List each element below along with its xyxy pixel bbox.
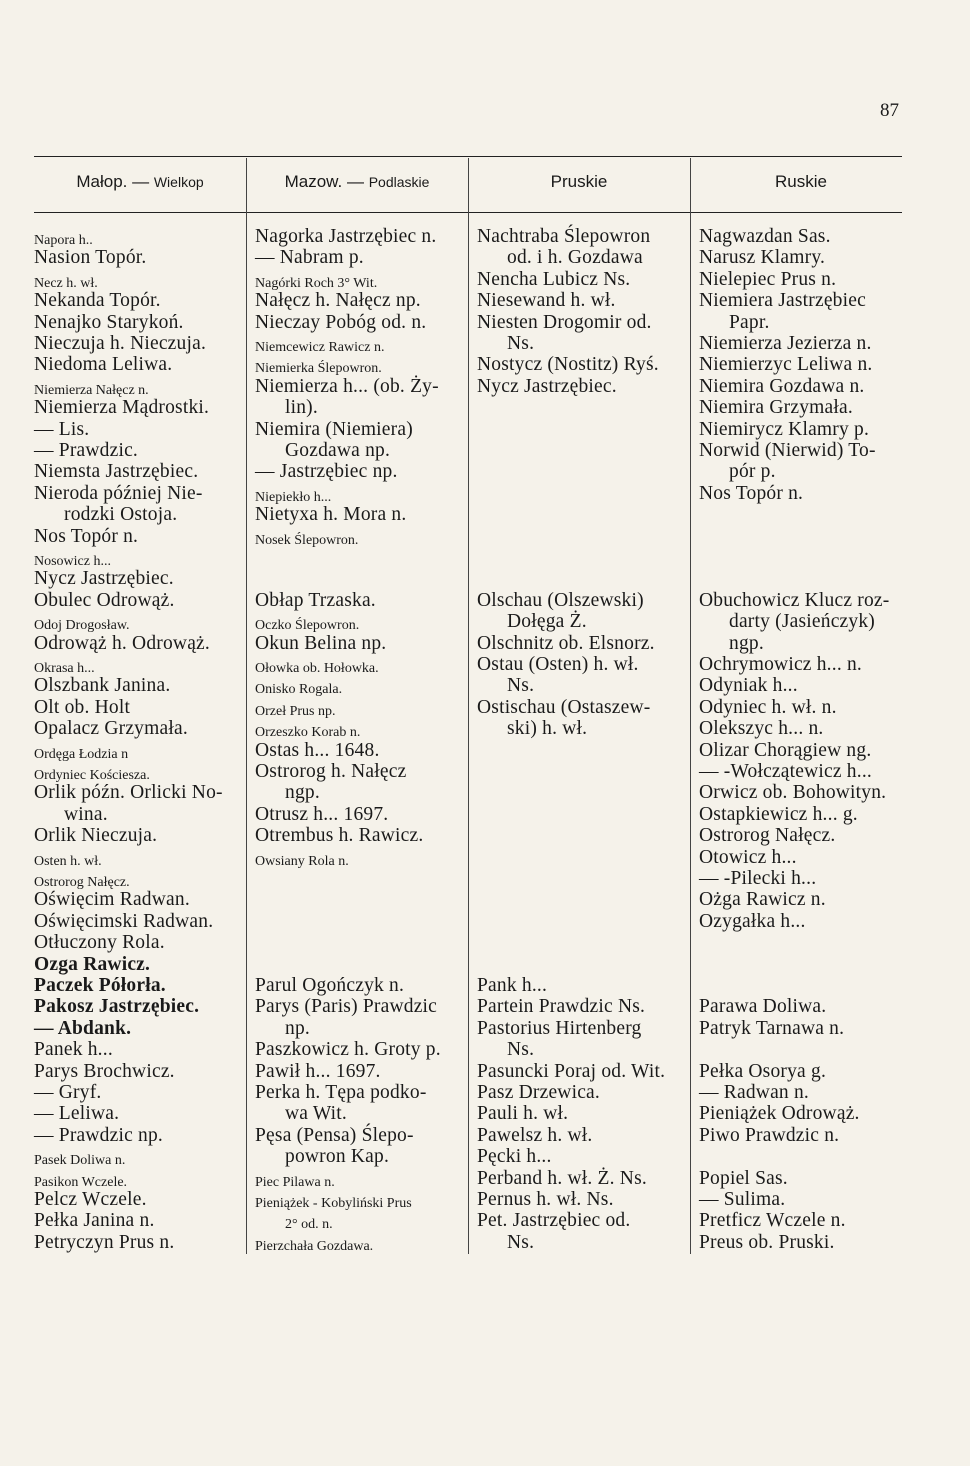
column-ruskie (699, 226, 911, 1266)
column-pruskie (477, 226, 689, 1266)
register-entry: Osten h. wł. (34, 853, 102, 869)
register-entry: — Leliwa. (34, 1103, 120, 1125)
register-entry: Pretficz Wczele n. (699, 1210, 846, 1232)
register-entry: Niemierza h... (ob. Ży- (255, 375, 439, 397)
register-entry: wina. (64, 803, 108, 825)
register-entry: Olschau (Olszewski) (477, 589, 644, 611)
register-entry: Otłuczony Rola. (34, 932, 165, 954)
register-entry: Pastorius Hirtenberg (477, 1017, 642, 1039)
register-entry: Pasz Drzewica. (477, 1082, 600, 1103)
register-entry: Pawił h... 1697. (255, 1060, 381, 1082)
register-entry: Oczko Ślepowron. (255, 618, 360, 634)
register-entry: — -Wołczątewicz h... (699, 761, 872, 782)
register-entry: Olizar Chorągiew ng. (699, 739, 872, 761)
register-entry: Nycz Jastrzębiec. (477, 375, 617, 397)
column-header-mazow-podlaskie (246, 172, 468, 200)
register-entry: Nekanda Topór. (34, 290, 161, 312)
register-entry: ski) h. wł. (507, 718, 588, 740)
register-entry: Nieroda później Nie- (34, 482, 203, 504)
register-entry: Nenajko Starykoń. (34, 311, 184, 333)
register-entry: Nos Topór n. (699, 482, 804, 504)
register-entry: Niemierzyc Leliwa n. (699, 354, 873, 376)
register-entry: — Prawdzic. (34, 440, 139, 461)
register-entry: Pieniążek Odrowąż. (699, 1103, 860, 1125)
register-entry: Niemiera Jastrzębiec (699, 290, 866, 312)
register-entry: Niedoma Leliwa. (34, 354, 173, 376)
register-entry: Ostas h... 1648. (255, 739, 380, 761)
register-entry: — Abdank. (34, 1017, 132, 1039)
register-entry: Petryczyn Prus n. (34, 1231, 175, 1253)
register-entry: Nycz Jastrzębiec. (34, 568, 174, 590)
register-entry: Odyniec h. wł. n. (699, 696, 837, 718)
register-entry: Narusz Klamry. (699, 247, 826, 269)
column-header-malop-wielkop (34, 172, 246, 200)
header-podlaskie: Podlaskie (368, 174, 430, 190)
column-malop-wielkop (34, 226, 244, 1266)
register-entry: Ns. (507, 675, 535, 697)
register-entry: Obłap Trzaska. (255, 589, 376, 611)
register-entry: Gozdawa np. (285, 440, 391, 461)
header-dash: — (132, 172, 150, 191)
register-entry: Nieczay Pobóg od. n. (255, 311, 427, 333)
register-entry: Parys (Paris) Prawdzic (255, 996, 438, 1018)
register-entry: Niemierza Jezierza n. (699, 333, 872, 354)
register-entry: Pierzchała Gozdawa. (255, 1238, 374, 1254)
register-entry: Otrembus h. Rawicz. (255, 825, 424, 847)
register-entry: Pawelsz h. wł. (477, 1124, 593, 1146)
register-entry: Partein Prawdzic Ns. (477, 996, 646, 1018)
header-top-rule (34, 156, 902, 157)
register-entry: Perka h. Tępa podko- (255, 1082, 427, 1103)
register-entry: Ns. (507, 333, 535, 354)
register-entry: Ozga Rawicz. (34, 953, 151, 975)
register-entry: Parawa Doliwa. (699, 996, 827, 1018)
register-entry: Panek h... (34, 1039, 113, 1061)
register-entry: Pasek Doliwa n. (34, 1153, 126, 1169)
register-entry: Paszkowicz h. Groty p. (255, 1039, 441, 1061)
register-entry: Pasuncki Poraj od. Wit. (477, 1060, 666, 1082)
register-entry: Nosek Ślepowron. (255, 532, 359, 548)
register-entry: Piwo Prawdzic n. (699, 1124, 840, 1146)
register-entry: Necz h. wł. (34, 275, 98, 291)
register-entry: Orlik Nieczuja. (34, 825, 158, 847)
register-entry: lin). (285, 397, 318, 419)
register-entry: Olekszyc h... n. (699, 718, 824, 740)
register-entry: Oświęcim Radwan. (34, 889, 190, 911)
register-entry: Niemsta Jastrzębiec. (34, 461, 199, 483)
register-entry: Nieczuja h. Nieczuja. (34, 333, 207, 354)
register-entry: — Prawdzic np. (34, 1124, 163, 1146)
register-entry: Niemira Grzymała. (699, 397, 853, 419)
register-entry: Ostrorog Nałęcz. (699, 825, 836, 847)
register-entry: — Gryf. (34, 1082, 102, 1103)
register-entry: Ostapkiewicz h... g. (699, 803, 858, 825)
register-entry: Piec Pilawa n. (255, 1174, 335, 1190)
register-entry: Pieniążek - Kobyliński Prus (255, 1196, 412, 1211)
column-mazow-podlaskie (255, 226, 467, 1266)
register-entry: — Nabram p. (255, 247, 364, 269)
register-entry: Ordęga Łodzia n (34, 746, 129, 762)
register-entry: Odoj Drogosław. (34, 618, 130, 634)
register-entry: Nagórki Roch 3° Wit. (255, 275, 378, 291)
register-entry: Niemierka Ślepowron. (255, 361, 382, 377)
header-malop: Małop. (76, 172, 128, 191)
register-entry: Onisko Rogala. (255, 682, 343, 698)
register-entry: Oświęcimski Radwan. (34, 910, 214, 932)
register-entry: Olszbank Janina. (34, 675, 171, 697)
register-entry: Otowicz h... (699, 846, 797, 868)
register-entry: Owsiany Rola n. (255, 853, 349, 869)
register-entry: od. i h. Gozdawa (507, 247, 643, 269)
register-entry: Patryk Tarnawa n. (699, 1017, 845, 1039)
register-entry: Pęsa (Pensa) Ślepo- (255, 1124, 414, 1146)
register-entry: Pauli h. wł. (477, 1103, 569, 1125)
register-entry: Nachtraba Ślepowron (477, 226, 651, 247)
header-wielkop: Wielkop (153, 174, 204, 190)
column-divider-2 (468, 158, 469, 1254)
header-pruskie: Pruskie (550, 172, 608, 191)
register-entry: Napora h.. (34, 233, 93, 248)
register-entry: Ostischau (Ostaszew- (477, 696, 651, 718)
column-header-ruskie (690, 172, 912, 200)
register-entry: ngp. (729, 632, 764, 654)
register-entry: powron Kap. (285, 1146, 390, 1168)
register-entry: Parul Ogończyk n. (255, 975, 405, 996)
register-entry: Okrasa h... (34, 661, 95, 676)
register-entry: Obuchowicz Klucz roz- (699, 589, 890, 611)
register-entry: Orzeszko Korab n. (255, 725, 361, 741)
column-divider-3 (690, 158, 691, 1254)
register-entry: Ostau (Osten) h. wł. (477, 654, 639, 675)
register-entry: Nostycz (Nostitz) Ryś. (477, 354, 659, 376)
page-number: 87 (880, 100, 899, 121)
register-entry: Nasion Topór. (34, 247, 147, 269)
register-entry: Niemira Gozdawa n. (699, 375, 865, 397)
register-entry: Parys Brochwicz. (34, 1060, 175, 1082)
register-entry: Norwid (Nierwid) To- (699, 440, 876, 461)
register-entry: darty (Jasieńczyk) (729, 611, 875, 633)
register-entry: Dołęga Ż. (507, 611, 587, 633)
register-entry: Orlik późn. Orlicki No- (34, 782, 223, 804)
register-entry: Nietyxa h. Mora n. (255, 504, 407, 526)
register-entry: Odyniak h... (699, 675, 798, 697)
register-entry: np. (285, 1017, 310, 1039)
register-entry: Preus ob. Pruski. (699, 1231, 835, 1253)
register-entry: Pełka Osorya g. (699, 1060, 827, 1082)
register-entry: Pełka Janina n. (34, 1210, 155, 1232)
register-entry: Nałęcz h. Nałęcz np. (255, 290, 421, 312)
register-entry: Obulec Odrowąż. (34, 589, 175, 611)
register-entry: Pank h... (477, 975, 548, 996)
register-entry: — Jastrzębiec np. (255, 461, 398, 483)
register-entry: Olt ob. Holt (34, 696, 131, 718)
register-entry: Papr. (729, 311, 770, 333)
register-entry: Ołowka ob. Hołowka. (255, 661, 379, 676)
header-mazow: Mazow. (284, 172, 343, 191)
register-entry: Nagorka Jastrzębiec n. (255, 226, 437, 247)
register-entry: Pęcki h... (477, 1146, 552, 1168)
register-entry: wa Wit. (285, 1103, 347, 1125)
register-entry: — Lis. (34, 418, 90, 440)
register-entry: Paczek Półorła. (34, 975, 166, 996)
register-entry: Nosowicz h... (34, 554, 111, 569)
register-entry: Niesewand h. wł. (477, 290, 616, 312)
register-entry: Niemierza Mądrostki. (34, 397, 210, 419)
register-entry: Ożga Rawicz n. (699, 889, 826, 911)
register-entry: Pakosz Jastrzębiec. (34, 996, 200, 1018)
register-entry: Nos Topór n. (34, 525, 139, 547)
register-entry: 2° od. n. (285, 1217, 333, 1233)
register-entry: Ns. (507, 1039, 535, 1061)
register-entry: Odrowąż h. Odrowąż. (34, 632, 210, 654)
register-entry: Ordyniec Kościesza. (34, 768, 150, 783)
register-entry: Niepiekło h... (255, 489, 332, 505)
register-entry: rodzki Ostoja. (64, 504, 178, 526)
register-entry: Okun Belina np. (255, 632, 387, 654)
register-entry: Popiel Sas. (699, 1167, 788, 1189)
register-entry: Otrusz h... 1697. (255, 803, 389, 825)
register-entry: Perband h. wł. Ż. Ns. (477, 1167, 647, 1189)
register-entry: Opalacz Grzymała. (34, 718, 188, 740)
column-divider-1 (246, 158, 247, 1254)
register-entry: Nencha Lubicz Ns. (477, 268, 631, 290)
register-entry: Pelcz Wczele. (34, 1189, 147, 1210)
register-entry: Ozygałka h... (699, 910, 806, 932)
register-entry: Niemcewicz Rawicz n. (255, 340, 385, 355)
register-entry: pór p. (729, 461, 776, 483)
register-entry: Orzeł Prus np. (255, 703, 336, 719)
register-entry: Ochrymowicz h... n. (699, 654, 863, 675)
register-entry: Orwicz ob. Bohowityn. (699, 782, 887, 804)
register-entry: Niemirycz Klamry p. (699, 418, 870, 440)
register-entry: Pasikon Wczele. (34, 1174, 128, 1190)
header-dash: — (346, 172, 364, 191)
register-entry: Nielepiec Prus n. (699, 268, 837, 290)
register-entry: Nagwazdan Sas. (699, 226, 831, 247)
register-entry: Olschnitz ob. Elsnorz. (477, 632, 655, 654)
register-entry: Ostrorog h. Nałęcz (255, 761, 407, 782)
column-header-pruskie (468, 172, 690, 200)
register-entry: — Radwan n. (699, 1082, 809, 1103)
register-entry: — Sulima. (699, 1189, 786, 1210)
register-entry: ngp. (285, 782, 320, 804)
register-entry: Pernus h. wł. Ns. (477, 1189, 614, 1210)
register-entry: Niesten Drogomir od. (477, 311, 652, 333)
register-entry: Ns. (507, 1231, 535, 1253)
register-entry: Niemierza Nałęcz n. (34, 382, 149, 398)
register-entry: Pet. Jastrzębiec od. (477, 1210, 631, 1232)
register-entry: — -Pilecki h... (699, 868, 817, 889)
register-entry: Ostrorog Nałęcz. (34, 875, 130, 890)
header-ruskie: Ruskie (775, 172, 827, 191)
register-entry: Niemira (Niemiera) (255, 418, 413, 440)
